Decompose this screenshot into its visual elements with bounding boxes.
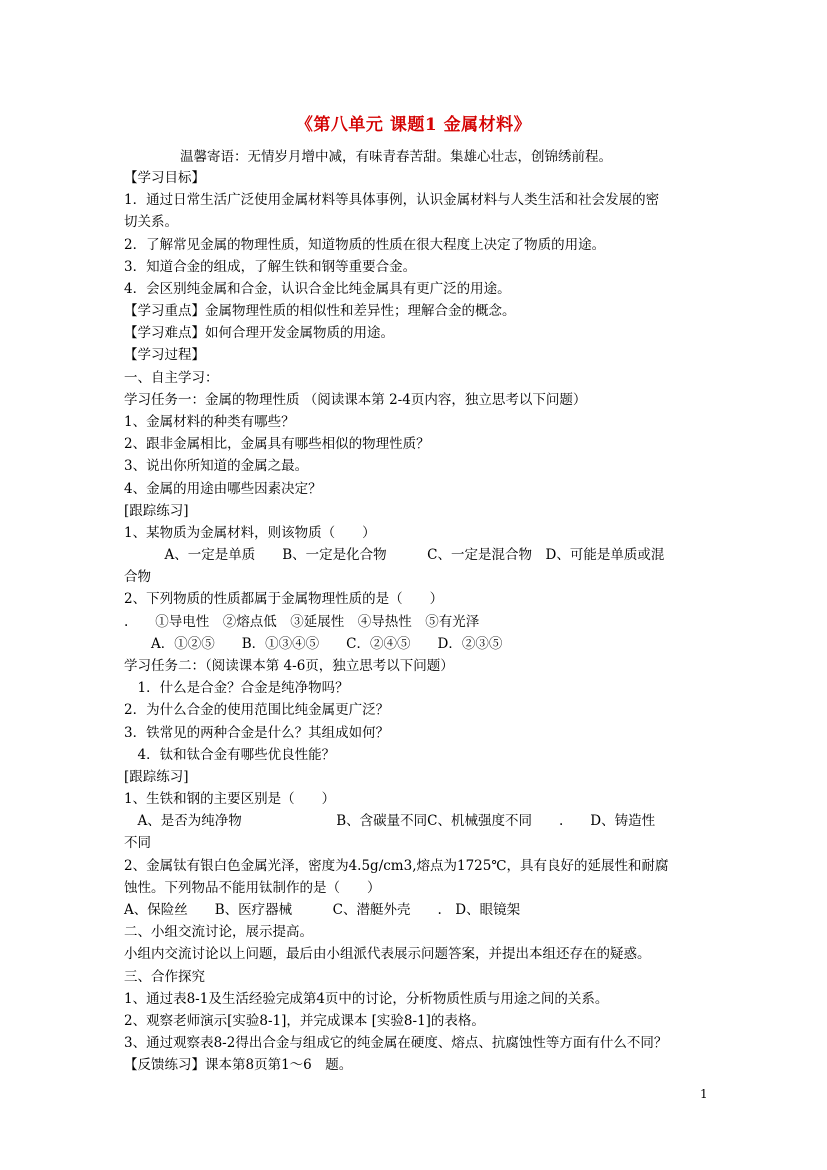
text-line: 1、金属材料的种类有哪些？ <box>124 414 295 430</box>
text-line: A．①②⑤ B．①③④⑤ C．②④⑤ D．②③⑤ <box>124 635 503 652</box>
text-line: 3．知道合金的组成，了解生铁和钢等重要合金。 <box>124 258 417 275</box>
text-line: 二、小组交流讨论，展示提高。 <box>124 924 313 941</box>
text-line: 3、通过观察表8-2得出合金与组成它的纯金属在硬度、熔点、抗腐蚀性等方面有什么不同？ <box>124 1035 668 1051</box>
document-title: 《第八单元 课题1 金属材料》 <box>295 115 532 135</box>
text-line: 切关系。 <box>124 214 178 231</box>
text-line: [跟踪练习] <box>124 768 189 785</box>
text-line: 一、自主学习： <box>124 369 219 386</box>
text-line: 学习任务二：（阅读课本第 4-6页，独立思考以下问题） <box>124 658 454 674</box>
text-line: 2、下列物质的性质都属于金属物理性质的是（ ） <box>124 591 444 608</box>
text-line: 【学习难点】如何合理开发金属物质的用途。 <box>124 325 394 342</box>
text-line: 合物 <box>124 569 151 586</box>
text-line: A、是否为纯净物 B、含碳量不同C、机械强度不同 . D、铸造性 <box>124 813 656 830</box>
text-line: 小组内交流讨论以上问题，最后由小组派代表展示问题答案，并提出本组还存在的疑惑。 <box>124 946 651 963</box>
text-line: 学习任务一：金属的物理性质 （阅读课本第 2-4页内容，独立思考以下问题） <box>124 391 587 408</box>
text-line: A、保险丝 B、医疗器械 C、潜艇外壳 . D、眼镜架 <box>124 901 521 918</box>
text-line: 3．铁常见的两种合金是什么？其组成如何？ <box>124 724 390 741</box>
text-line: 【学习重点】金属物理性质的相似性和差异性；理解合金的概念。 <box>124 303 516 320</box>
text-line: 三、合作探究 <box>124 968 205 985</box>
page-number: 1 <box>700 1087 708 1101</box>
text-line: 4．钛和钛合金有哪些优良性能？ <box>124 746 336 763</box>
text-line: A、一定是单质 B、一定是化合物 C、一定是混合物 D、可能是单质或混 <box>124 547 665 564</box>
text-line: 4．会区别纯金属和合金，认识合金比纯金属具有更广泛的用途。 <box>124 280 511 297</box>
text-line: 1、生铁和钢的主要区别是（ ） <box>124 791 336 807</box>
text-line: 3、说出你所知道的金属之最。 <box>124 458 309 475</box>
text-line: [跟踪练习] <box>124 502 189 519</box>
motto: 温馨寄语：无情岁月增中减，有味青春苦甜。集雄心壮志，创锦绣前程。 <box>180 149 612 165</box>
text-line: 2．为什么合金的使用范围比纯金属更广泛？ <box>124 702 390 719</box>
text-line: 2、跟非金属相比，金属具有哪些相似的物理性质？ <box>124 436 430 453</box>
text-line: 【学习目标】 <box>124 170 205 186</box>
text-line: 4、金属的用途由哪些因素决定？ <box>124 480 322 497</box>
text-line: 2、金属钛有银白色金属光泽，密度为4.5g/cm3,熔点为1725℃，具有良好的延展性和耐腐 <box>124 857 669 874</box>
text-line: 【反馈练习】课本第8页第1～6 题。 <box>124 1057 353 1074</box>
text-line: 不同 <box>124 835 151 852</box>
text-line: . ①导电性 ②熔点低 ③延展性 ④导热性 ⑤有光泽 <box>124 613 480 630</box>
text-line: 蚀性。下列物品不能用钛制作的是（ ） <box>124 879 381 896</box>
text-line: 1、通过表8-1及生活经验完成第4页中的讨论，分析物质性质与用途之间的关系。 <box>124 990 609 1007</box>
text-line: 2．了解常见金属的物理性质，知道物质的性质在很大程度上决定了物质的用途。 <box>124 236 606 253</box>
text-line: 2、观察老师演示[实验8-1]，并完成课本 [实验8-1]的表格。 <box>124 1012 485 1029</box>
text-line: 1．什么是合金？合金是纯净物吗？ <box>124 680 349 697</box>
text-line: 【学习过程】 <box>124 347 205 364</box>
text-line: 1、某物质为金属材料，则该物质（ ） <box>124 524 376 541</box>
text-line: 1．通过日常生活广泛使用金属材料等具体事例，认识金属材料与人类生活和社会发展的密 <box>124 192 660 209</box>
